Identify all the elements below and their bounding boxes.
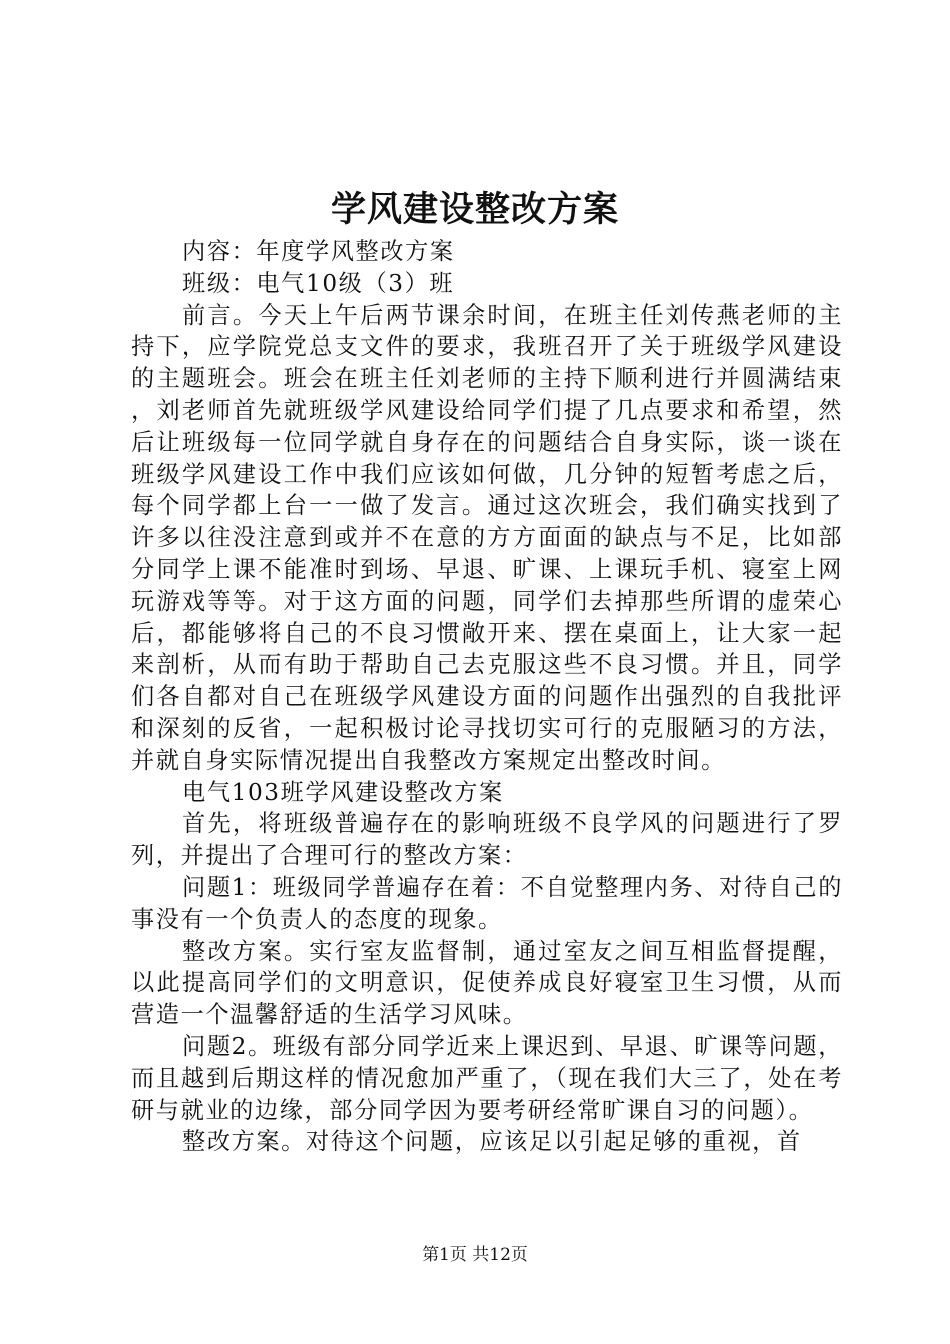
document-body xyxy=(131,236,843,1158)
paragraph-solution-1: 整改方案。实行室友监督制，通过室友之间互相监督提醒，以此提高同学们的文明意识，促使养成良好寝室卫生习惯，从而营造一个温馨舒适的生活学习风味。 xyxy=(131,937,843,1029)
paragraph-preface: 前言。今天上午后两节课余时间，在班主任刘传燕老师的主持下，应学院党总支文件的要求，我班召开了关于班级学风建设的主题班会。班会在班主任刘老师的主持下顺利进行并圆满结束，刘老师首先就班级学风建设给同学们提了几点要求和希望，然后让班级每一位同学就自身存在的问题结合自身实际，谈一谈在班级学风建设工作中我们应该如何做，几分钟的短暂考虑之后，每个同学都上台一一做了发言。通过这次班会，我们确实找到了许多以往没注意到或并不在意的方方面面的缺点与不足，比如部分同学上课不能准时到场、早退、旷课、上课玩手机、寝室上网玩游戏等等。对于这方面的问题，同学们去掉那些所谓的虚荣心后，都能够将自己的不良习惯敞开来、摆在桌面上，让大家一起来剖析，从而有助于帮助自己去克服这些不良习惯。并且，同学们各自都对自己在班级学风建设方面的问题作出强烈的自我批评和深刻的反省，一起积极讨论寻找切实可行的克服陋习的方法，并就自身实际情况提出自我整改方案规定出整改时间。 xyxy=(131,301,843,774)
paragraph-first: 首先，将班级普遍存在的影响班级不良学风的问题进行了罗列，并提出了合理可行的整改方案： xyxy=(131,810,843,870)
paragraph-class: 班级：电气10级（3）班 xyxy=(182,269,455,297)
document-title: 学风建设整改方案 xyxy=(330,189,619,230)
paragraph-content: 内容：年度学风整改方案 xyxy=(182,238,455,265)
paragraph-problem-2: 问题2。班级有部分同学近来上课迟到、早退、旷课等问题，而且越到后期这样的情况愈加严重了，（现在我们大三了，处在考研与就业的边缘，部分同学因为要考研经常旷课自习的问题）。 xyxy=(131,1032,843,1124)
paragraph-problem-1: 问题1：班级同学普遍存在着：不自觉整理内务、对待自己的事没有一个负责人的态度的现象。 xyxy=(131,873,843,933)
paragraph-solution-2: 整改方案。对待这个问题，应该足以引起足够的重视，首 xyxy=(182,1128,802,1156)
page-number-footer: 第1页 共12页 xyxy=(422,1245,528,1265)
paragraph-section-heading: 电气103班学风建设整改方案 xyxy=(182,778,504,806)
